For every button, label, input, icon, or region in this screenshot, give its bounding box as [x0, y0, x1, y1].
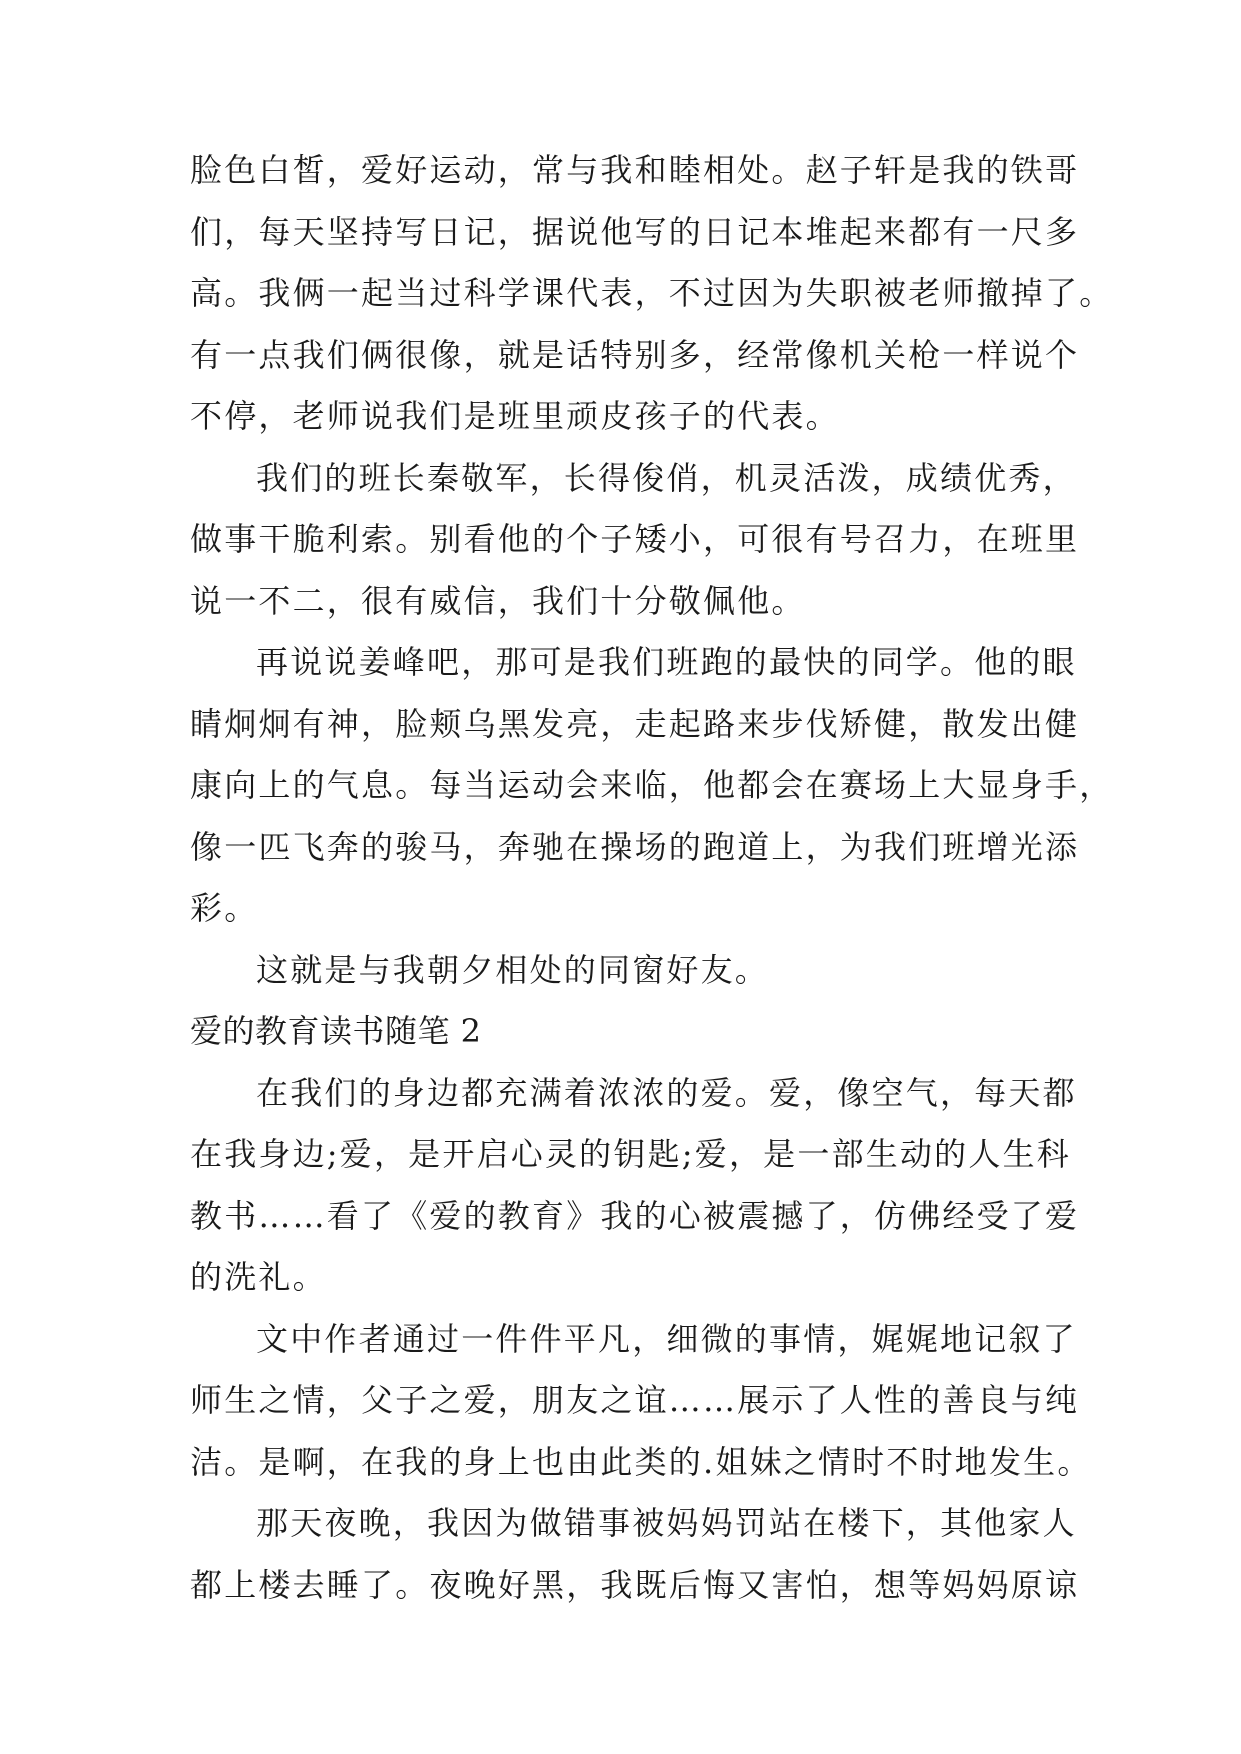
text-line: 在我身边;爱，是开启心灵的钥匙;爱，是一部生动的人生科: [190, 1135, 1071, 1173]
text-line: 教书……看了《爱的教育》我的心被震撼了，仿佛经受了爱: [190, 1196, 1080, 1235]
text-line: 睛炯炯有神，脸颊乌黑发亮，走起路来步伐矫健，散发出健: [190, 704, 1080, 743]
text-line: 都上楼去睡了。夜晚好黑，我既后悔又害怕，想等妈妈原谅: [190, 1565, 1080, 1604]
document-page: [190, 140, 1114, 1616]
paragraph-start-line: 文中作者通过一件件平凡，细微的事情，娓娓地记叙了: [256, 1319, 1077, 1358]
text-line: 师生之情，父子之爱，朋友之谊……展示了人性的善良与纯: [190, 1381, 1080, 1419]
text-line: 的洗礼。: [190, 1258, 327, 1296]
text-line: 有一点我们俩很像，就是话特别多，经常像机关枪一样说个: [190, 335, 1080, 374]
paragraph-start-line: 这就是与我朝夕相处的同窗好友。: [256, 950, 770, 989]
text-line: 康向上的气息。每当运动会来临，他都会在赛场上大显身手，: [190, 766, 1114, 804]
text-line: 像一匹飞奔的骏马，奔驰在操场的跑道上，为我们班增光添: [190, 827, 1080, 866]
text-line: 不停，老师说我们是班里顽皮孩子的代表。: [190, 397, 840, 435]
text-line: 脸色白皙，爱好运动，常与我和睦相处。赵子轩是我的铁哥: [190, 151, 1080, 189]
text-line: 洁。是啊，在我的身上也由此类的.姐妹之情时不时地发生。: [190, 1442, 1092, 1481]
text-line: 高。我俩一起当过科学课代表，不过因为失职被老师撤掉了。: [190, 274, 1114, 312]
text-line: 彩。: [190, 889, 259, 927]
paragraph-start-line: 我们的班长秦敬军，长得俊俏，机灵活泼，成绩优秀，: [256, 458, 1077, 497]
section-heading: 爱的教育读书随笔 2: [190, 1012, 482, 1050]
paragraph-start-line: 在我们的身边都充满着浓浓的爱。爱，像空气，每天都: [256, 1073, 1077, 1112]
paragraph-start-line: 那天夜晚，我因为做错事被妈妈罚站在楼下，其他家人: [256, 1504, 1077, 1542]
paragraph-start-line: 再说说姜峰吧，那可是我们班跑的最快的同学。他的眼: [256, 643, 1077, 681]
text-line: 们，每天坚持写日记，据说他写的日记本堆起来都有一尺多: [190, 212, 1080, 251]
text-line: 做事干脆利索。别看他的个子矮小，可很有号召力，在班里: [190, 520, 1080, 558]
text-line: 说一不二，很有威信，我们十分敬佩他。: [190, 581, 806, 620]
